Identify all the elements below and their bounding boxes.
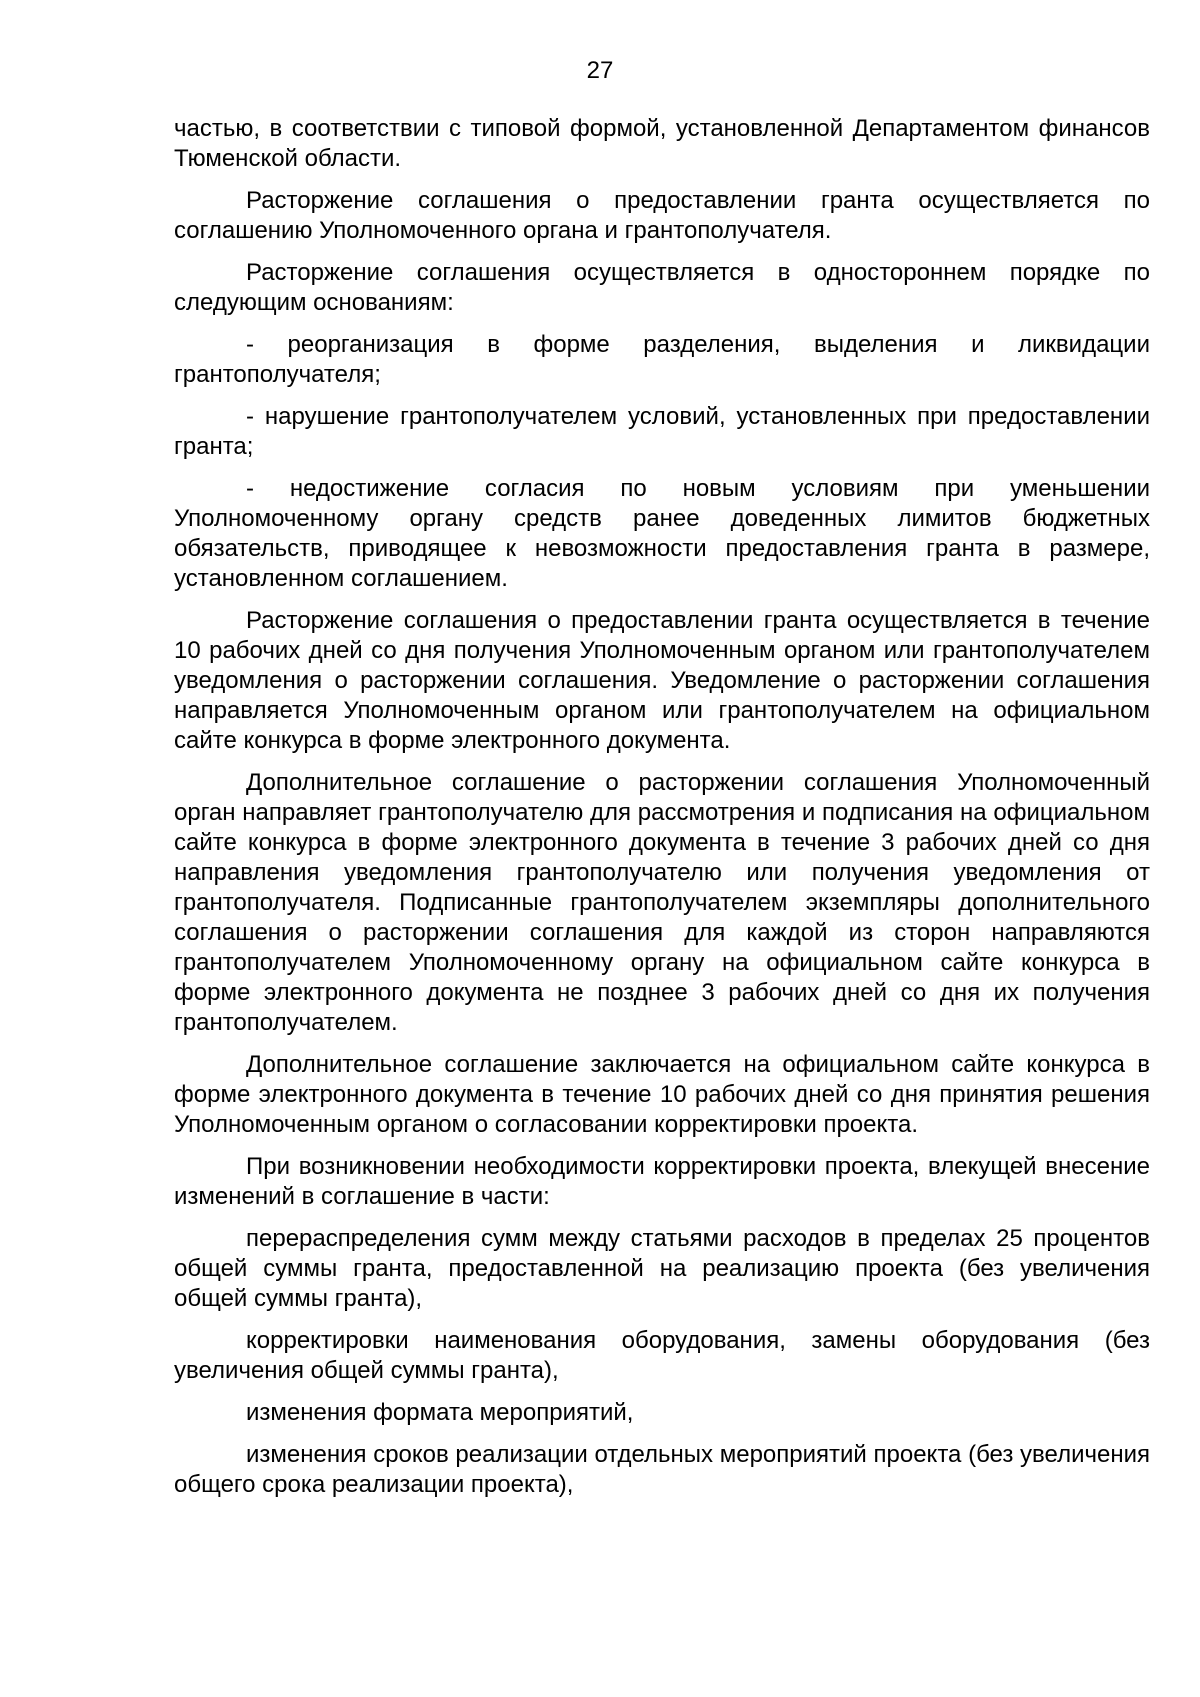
paragraph-11: перераспределения сумм между статьями расходов в пределах 25 процентов общей суммы гранта, предоставленной на реализацию проекта (без увеличения общей суммы гранта), xyxy=(174,1225,1150,1312)
paragraph-7: Расторжение соглашения о предоставлении гранта осуществляется в течение 10 рабочих дней со дня получения Уполномоченным органом или грантополучателем уведомления о расторжении соглашения. Уведомление о расторжении соглашения направляется Уполномоченным органом или грантополучателем на официальном сайте конкурса в форме электронного документа. xyxy=(174,607,1150,754)
paragraph-3: Расторжение соглашения осуществляется в одностороннем порядке по следующим основаниям: xyxy=(174,259,1150,316)
document-body xyxy=(174,114,1150,1512)
paragraph-10: При возникновении необходимости корректировки проекта, влекущей внесение изменений в соглашение в части: xyxy=(174,1153,1150,1210)
paragraph-14: изменения сроков реализации отдельных мероприятий проекта (без увеличения общего срока реализации проекта), xyxy=(174,1441,1150,1498)
list-item-reorganization: - реорганизация в форме разделения, выделения и ликвидации грантополучателя; xyxy=(174,331,1150,388)
paragraph-12: корректировки наименования оборудования, замены оборудования (без увеличения общей суммы гранта), xyxy=(174,1327,1150,1384)
list-item-disagreement: - недостижение согласия по новым условиям при уменьшении Уполномоченному органу средств ранее доведенных лимитов бюджетных обязательств, приводящее к невозможности предоставления гранта в размере, установленном соглашением. xyxy=(174,475,1150,592)
list-item-violation: - нарушение грантополучателем условий, установленных при предоставлении гранта; xyxy=(174,403,1150,460)
paragraph-13: изменения формата мероприятий, xyxy=(246,1399,634,1426)
page-number: 27 xyxy=(586,57,614,84)
paragraph-9: Дополнительное соглашение заключается на официальном сайте конкурса в форме электронного документа в течение 10 рабочих дней со дня принятия решения Уполномоченным органом о согласовании корректировки проекта. xyxy=(174,1051,1150,1138)
paragraph-8: Дополнительное соглашение о расторжении соглашения Уполномоченный орган направляет грантополучателю для рассмотрения и подписания на официальном сайте конкурса в форме электронного документа в течение 3 рабочих дней со дня направления уведомления грантополучателю или получения уведомления от грантополучателя. Подписанные грантополучателем экземпляры дополнительного соглашения о расторжении соглашения для каждой из сторон направляются грантополучателем Уполномоченному органу на официальном сайте конкурса в форме электронного документа не позднее 3 рабочих дней со дня их получения грантополучателем. xyxy=(174,769,1150,1036)
paragraph-1: частью, в соответствии с типовой формой, установленной Департаментом финансов Тюменской области. xyxy=(174,115,1150,172)
paragraph-2: Расторжение соглашения о предоставлении гранта осуществляется по соглашению Уполномоченного органа и грантополучателя. xyxy=(174,187,1150,244)
